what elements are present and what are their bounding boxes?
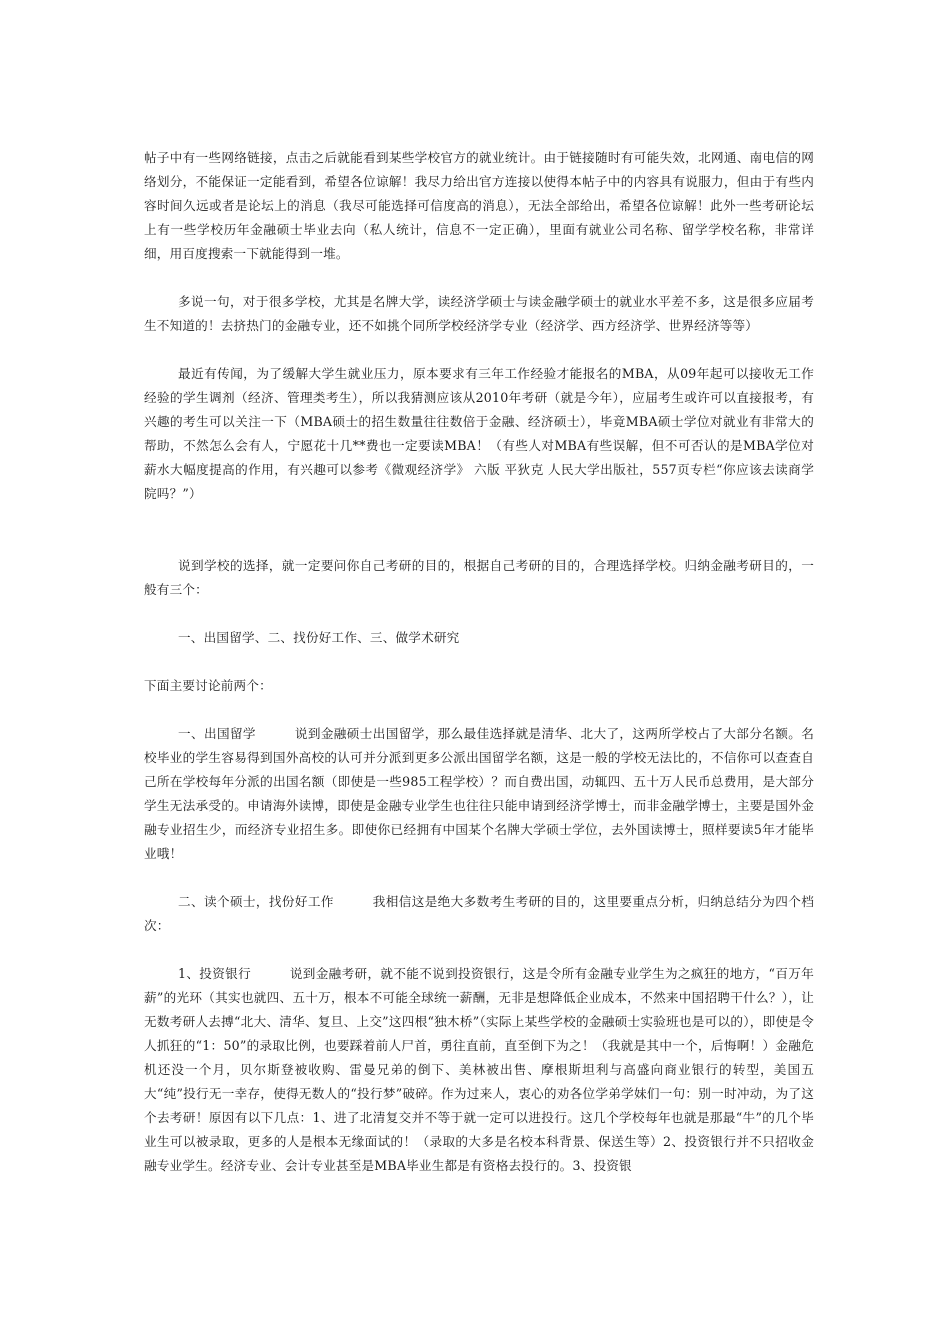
paragraph-spacer: [144, 938, 814, 962]
paragraph-economics-vs-finance: 多说一句，对于很多学校，尤其是名牌大学，读经济学硕士与读金融学硕士的就业水平差不多，这是很多应届考生不知道的！去挤热门的金融专业，还不如挑个同所学校经济学专业（经济学、西方经济学、世界经济等等）: [144, 294, 814, 333]
paragraph-links-note: 帖子中有一些网络链接，点击之后就能看到某些学校官方的就业统计。由于链接随时有可能失效，北网通、南电信的网络划分，不能保证一定能看到，希望各位谅解！我尽力给出官方连接以使得本帖子中的内容具有说服力，但由于有些内容时间久远或者是论坛上的消息（我尽可能选择可信度高的消息），无法全部给出，希望各位谅解！此外一些考研论坛上有一些学校历年金融硕士毕业去向（私人统计，信息不一定正确），里面有就业公司名称、留学学校名称，非常详细，用百度搜索一下就能得到一堆。: [144, 150, 814, 261]
paragraph-spacer: [144, 650, 814, 674]
paragraph-spacer: [144, 338, 814, 362]
paragraph-spacer: [144, 266, 814, 290]
paragraph-good-job: 二、读个硕士，找份好工作 我相信这是绝大多数考生考研的目的，这里要重点分析，归纳总结分为四个档次：: [144, 894, 814, 933]
paragraph-mba-rumor: 最近有传闻，为了缓解大学生就业压力，原本要求有三年工作经验才能报名的MBA，从09年起可以接收无工作经验的学生调剂（经济、管理类考生），所以我猜测应该从2010年考研（就是今年），应届考生或许可以直接报考，有兴趣的考生可以关注一下（MBA硕士的招生数量往往数倍于金融、经济硕士），毕竟MBA硕士学位对就业有非常大的帮助，不然怎么会有人，宁愿花十几**费也一定要读MBA！（有些人对MBA有些误解，但不可否认的是MBA学位对薪水大幅度提高的作用，有兴趣可以参考《微观经济学》 六版 平狄克 人民大学出版社，557页专栏“你应该去读商学院吗？”）: [144, 366, 814, 501]
paragraph-spacer: [144, 602, 814, 626]
document-body: [144, 146, 814, 1178]
paragraph-school-choice: 说到学校的选择，就一定要问你自己考研的目的，根据自己考研的目的，合理选择学校。归纳金融考研目的，一般有三个：: [144, 558, 814, 597]
paragraph-investment-bank: 1、投资银行 说到金融考研，就不能不说到投资银行，这是令所有金融专业学生为之疯狂的地方，“百万年薪”的光环（其实也就四、五十万，根本不可能全球统一薪酬，无非是想降低企业成本，不然来中国招聘干什么？），让无数考研人去搏“北大、清华、复旦、上交”这四根“独木桥”（实际上某些学校的金融硕士实验班也是可以的），即使是令人抓狂的“1：50”的录取比例，也要踩着前人尸首，勇往直前，直至倒下为之！（我就是其中一个，后悔啊！）金融危机还没一个月，贝尔斯登被收购、雷曼兄弟的倒下、美林被出售、摩根斯坦利与高盛向商业银行的转型，美国五大“纯”投行无一幸存，使得无数人的“投行梦”破碎。作为过来人，衷心的劝各位学弟学妹们一句：别一时冲动，为了这个去考研！原因有以下几点：1、进了北清复交并不等于就一定可以进投行。这几个学校每年也就是那最“牛”的几个毕业生可以被录取，更多的人是根本无缘面试的！（录取的大多是名校本科背景、保送生等）2、投资银行并不只招收金融专业学生。经济专业、会计专业甚至是MBA毕业生都是有资格去投行的。3、投资银: [144, 966, 814, 1173]
paragraph-spacer: [144, 698, 814, 722]
paragraph-spacer: [144, 506, 814, 554]
paragraph-spacer: [144, 866, 814, 890]
paragraph-study-abroad: 一、出国留学 说到金融硕士出国留学，那么最佳选择就是清华、北大了，这两所学校占了大部分名额。名校毕业的学生容易得到国外高校的认可并分派到更多公派出国留学名额，这是一般的学校无法比的，不信你可以查查自己所在学校每年分派的出国名额（即使是一些985工程学校）？而自费出国，动辄四、五十万人民币总费用，是大部分学生无法承受的。申请海外读博，即使是金融专业学生也往往只能申请到经济学博士，而非金融学博士，主要是国外金融专业招生少，而经济专业招生多。即使你已经拥有中国某个名牌大学硕士学位，去外国读博士，照样要读5年才能毕业哦！: [144, 726, 814, 861]
paragraph-discuss-first-two: 下面主要讨论前两个：: [144, 678, 272, 693]
paragraph-three-goals: 一、出国留学、二、找份好工作、三、做学术研究: [178, 630, 460, 645]
